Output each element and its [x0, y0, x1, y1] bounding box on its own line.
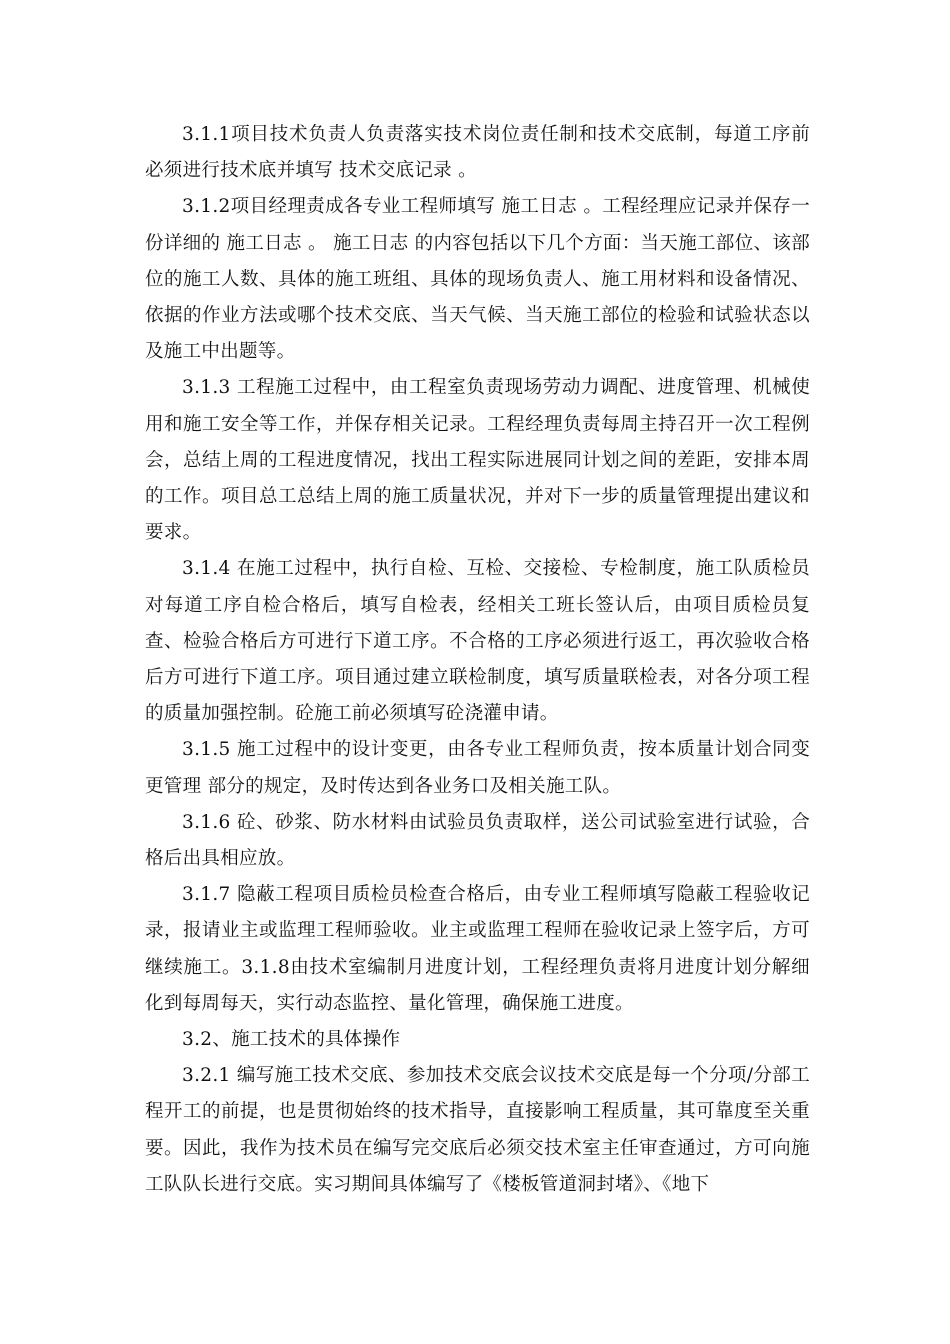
- paragraph-3-1-4: 3.1.4 在施工过程中，执行自检、互检、交接检、专检制度，施工队质检员对每道工序自检合格后，填写自检表，经相关工班长签认后，由项目质检员复查、检验合格后方可进行下道工序。不合格的工序必须进行返工，再次验收合格后方可进行下道工序。项目通过建立联检制度，填写质量联检表，对各分项工程的质量加强控制。砼施工前必须填写砼浇灌申请。: [145, 558, 810, 725]
- paragraph-3-1-1: 3.1.1项目技术负责人负责落实技术岗位责任制和技术交底制，每道工序前必须进行技术底并填写 技术交底记录 。: [145, 124, 810, 182]
- paragraph-3-1-7: 3.1.7 隐蔽工程项目质检员检查合格后，由专业工程师填写隐蔽工程验收记录，报请业主或监理工程师验收。业主或监理工程师在验收记录上签字后，方可继续施工。3.1.8由技术室编制月进度计划，工程经理负责将月进度计划分解细化到每周每天，实行动态监控、量化管理，确保施工进度。: [145, 884, 810, 1014]
- paragraph-3-2-1: 3.2.1 编写施工技术交底、参加技术交底会议技术交底是每一个分项/分部工程开工的前提，也是贯彻始终的技术指导，直接影响工程质量，其可靠度至关重要。因此，我作为技术员在编写完交底后必须交技术室主任审查通过，方可向施工队队长进行交底。实习期间具体编写了《楼板管道洞封堵》、《地下: [145, 1065, 810, 1195]
- section-heading-3-2: 3.2、施工技术的具体操作: [182, 1029, 401, 1051]
- paragraph-3-1-5: 3.1.5 施工过程中的设计变更，由各专业工程师负责，按本质量计划合同变更管理 部分的规定，及时传达到各业务口及相关施工队。: [145, 739, 810, 797]
- paragraph-3-1-2: 3.1.2项目经理责成各专业工程师填写 施工日志 。工程经理应记录并保存一份详细的 施工日志 。 施工日志 的内容包括以下几个方面：当天施工部位、该部位的施工人数、具体的施工班组、具体的现场负责人、施工用材料和设备情况、依据的作业方法或哪个技术交底、当天气候、当天施工部位的检验和试验状态以及施工中出题等。: [145, 196, 810, 363]
- document-body: [145, 117, 810, 1203]
- paragraph-3-1-6: 3.1.6 砼、砂浆、防水材料由试验员负责取样，送公司试验室进行试验，合格后出具相应放。: [145, 811, 810, 870]
- paragraph-3-1-3: 3.1.3 工程施工过程中，由工程室负责现场劳动力调配、进度管理、机械使用和施工安全等工作，并保存相关记录。工程经理负责每周主持召开一次工程例会，总结上周的工程进度情况，找出工程实际进展同计划之间的差距，安排本周的工作。项目总工总结上周的施工质量状况，并对下一步的质量管理提出建议和要求。: [145, 377, 810, 544]
